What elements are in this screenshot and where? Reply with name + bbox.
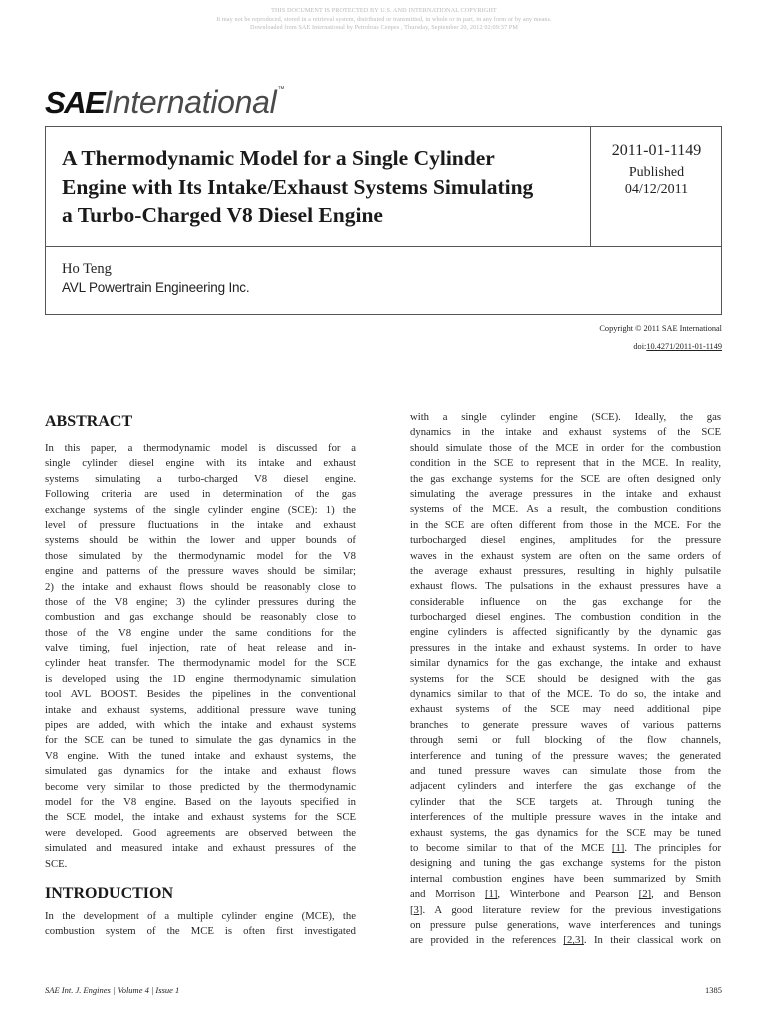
- text-fragment: . A good literature review for the previous investigations: [422, 903, 721, 916]
- text-line: is developed using the 1D engine thermodynamic simulation: [45, 672, 356, 685]
- text-line: branches to generate pressure waves of various patterns: [410, 718, 721, 731]
- copyright-text: Copyright © 2011 SAE International: [599, 324, 722, 333]
- text-fragment: are provided in the references: [410, 934, 564, 947]
- text-line: simulating the average pressures in the intake and exhaust: [410, 487, 721, 500]
- text-line: systems should be within the lower and upper bounds of: [45, 534, 356, 547]
- text-line: those simulated by the thermodynamic model for the V8: [45, 549, 356, 562]
- right-column: [410, 410, 721, 949]
- text-line: turbocharged diesel engines. The combustion condition in the: [410, 611, 721, 624]
- text-line: should simulate those of the MCE in order for the combustion: [410, 441, 721, 454]
- text-line: condition in the SCE to represent that in the MCE. In reality,: [410, 457, 721, 470]
- title-cell: [46, 127, 591, 247]
- text-fragment: to become similar to that of the MCE: [410, 841, 612, 854]
- text-line: internal combustion engines have been summarized by Smith: [410, 872, 721, 885]
- text-fragment: and Morrison: [410, 888, 485, 901]
- paper-id-cell: [591, 127, 722, 247]
- watermark-line: Downloaded from SAE International by Petrobras Cenpes , Thursday, September 20, 2012 02:09:37 PM: [250, 24, 518, 32]
- text-line: the SCE model, the intake and exhaust systems for the SCE: [45, 811, 356, 824]
- text-line: [410, 887, 721, 902]
- watermark-line: THIS DOCUMENT IS PROTECTED BY U.S. AND INTERNATIONAL COPYRIGHT: [271, 7, 497, 14]
- text-line: dynamics in the intake and exhaust systems of the SCE: [410, 426, 721, 439]
- text-line: those of the V8 engine under the same conditions for the: [45, 626, 356, 639]
- paper-header-box: [45, 126, 722, 315]
- journal-footer: SAE Int. J. Engines | Volume 4 | Issue 1: [45, 985, 180, 995]
- introduction-heading: INTRODUCTION: [45, 884, 174, 902]
- title-line: Engine with Its Intake/Exhaust Systems Simulating: [62, 174, 534, 199]
- doi-label: doi:: [633, 341, 647, 351]
- text-line: 2) the intake and exhaust flows should be reasonably close to: [45, 580, 356, 593]
- text-line: similar dynamics for the gas exchange, the intake and exhaust: [410, 657, 721, 670]
- text-line: [410, 903, 721, 918]
- text-line: were developed. Good agreements are observed between the: [45, 826, 356, 839]
- title-line: A Thermodynamic Model for a Single Cylinder: [62, 146, 495, 170]
- text-line: Following criteria are used in determination of the gas: [45, 488, 356, 501]
- text-fragment: . In their classical work on: [583, 934, 721, 947]
- logo-trademark: ™: [277, 86, 285, 93]
- author-name: Ho Teng: [62, 261, 112, 277]
- text-line: engine cylinders is affected significantly by the dynamic gas: [410, 626, 721, 639]
- right-column-body: [410, 410, 721, 841]
- text-fragment: , Winterbone and Pearson: [497, 888, 639, 901]
- text-line: systems of the MCE. As a result, the combustion conditions: [410, 503, 721, 516]
- copyright-block: [599, 320, 722, 355]
- text-line: level of pressure fluctuations in the intake and exhaust: [45, 518, 356, 531]
- text-line: adjacent cylinders and interfere the gas exchange of the: [410, 780, 721, 793]
- text-line: simulated gas dynamics for the intake and exhaust flows: [45, 765, 356, 778]
- doi-link[interactable]: 10.4271/2011-01-1149: [646, 341, 722, 351]
- sae-international-logo: [45, 82, 283, 124]
- text-line: SCE.: [45, 857, 68, 870]
- text-line: exhaust systems of the SCE may need additional pipe: [410, 703, 721, 716]
- text-line: [410, 933, 721, 948]
- text-line: cylinder that the SCE targets at. Through tuning the: [410, 795, 721, 808]
- text-line: waves in the exhaust system are often on the same orders of: [410, 549, 721, 562]
- text-line: In this paper, a thermodynamic model is discussed for a: [45, 442, 356, 454]
- text-line: considerable influence on the gas exchange for the: [410, 595, 721, 608]
- text-line: combustion and gas exchange should be reasonably close to: [45, 611, 356, 624]
- text-line: [410, 841, 721, 856]
- text-line: model for the V8 engine. Based on the layouts specified in: [45, 795, 356, 808]
- text-line: cylinder heat transfer. The thermodynamic model for the SCE: [45, 657, 356, 670]
- text-line: for the SCE can be tuned to simulate the gas dynamics in the: [45, 734, 356, 747]
- text-line: the gas exchange systems for the SCE are often designed only: [410, 472, 721, 485]
- text-line: through semi or full blocking of the flow channels,: [410, 734, 721, 747]
- text-line: exhaust flows. The pulsations in the exhaust pressures have a: [410, 580, 721, 593]
- logo-sae-text: SAE: [45, 85, 105, 120]
- published-label: Published: [628, 165, 685, 180]
- text-line: exhaust systems, the gas dynamics for the SCE may be tuned: [410, 826, 721, 839]
- citation-link[interactable]: [2,3]: [563, 934, 584, 947]
- citation-link[interactable]: [1]: [611, 841, 625, 854]
- citation-link[interactable]: [3]: [410, 903, 423, 916]
- copyright-watermark: [0, 7, 768, 33]
- text-fragment: , and Benson: [651, 888, 721, 901]
- text-line: systems for the SCE should be designed with the gas: [410, 672, 721, 685]
- text-line: pipes are added, with which the intake and exhaust systems: [45, 719, 356, 732]
- introduction-body: [45, 909, 356, 940]
- published-date: 04/12/2011: [624, 182, 689, 197]
- text-line: systems simulating a turbo-charged V8 diesel engine.: [45, 472, 356, 485]
- text-line: interference and tuning of the pressure waves; the generated: [410, 749, 721, 762]
- author-block: [62, 260, 249, 297]
- text-fragment: . The principles for: [624, 841, 721, 854]
- text-line: engine and patterns of the pressure waves should be similar;: [45, 565, 356, 578]
- text-line: and tuned pressure waves can simulate those from the: [410, 764, 721, 777]
- text-line: interferences of the multiple pressure waves in the intake and: [410, 811, 721, 824]
- text-line: dynamics similar to that of the MCE. To do so, the intake and: [410, 688, 721, 701]
- text-line: the average exhaust pressures, resulting in highly pulsatile: [410, 564, 721, 577]
- paper-id: 2011-01-1149: [611, 142, 702, 159]
- logo-international-text: International: [104, 84, 277, 120]
- text-line: turbocharged diesel engines, amplitudes for the pressure: [410, 534, 721, 547]
- text-line: simulated and measured intake and exhaust pressures of the: [45, 842, 356, 855]
- text-line: intake and exhaust systems, additional pressure wave tuning: [45, 703, 356, 716]
- abstract-heading: ABSTRACT: [45, 413, 133, 430]
- text-line: pressures in the intake and exhaust systems. In order to have: [410, 641, 721, 654]
- text-line: those of the V8 engine; 3) the cylinder pressures during the: [45, 595, 356, 608]
- doi-line: [599, 338, 722, 356]
- text-line: valve timing, fuel injection, rate of heat release and in-: [45, 642, 356, 655]
- paper-title: [62, 144, 577, 230]
- text-line: in the SCE are often different from those in the MCE. For the: [410, 518, 721, 531]
- title-line: a Turbo-Charged V8 Diesel Engine: [62, 203, 383, 228]
- left-column: [45, 412, 356, 940]
- author-affiliation: AVL Powertrain Engineering Inc.: [62, 280, 250, 295]
- abstract-body: [45, 441, 356, 872]
- text-line: combustion system of the MCE is often first investigated: [45, 925, 356, 938]
- text-line: become very similar to those predicted by the thermodynamic: [45, 780, 356, 793]
- text-line: In the development of a multiple cylinder engine (MCE), the: [45, 909, 356, 922]
- text-line: on pressure pulse generations, wave interferences and tunings: [410, 918, 721, 931]
- page-number: 1385: [705, 985, 722, 995]
- text-line: exchange systems of the single cylinder engine (SCE): 1) the: [45, 503, 356, 516]
- citation-link[interactable]: [2]: [638, 888, 652, 901]
- text-line: V8 engine. With the tuned intake and exhaust systems, the: [45, 749, 356, 762]
- text-line: with a single cylinder engine (SCE). Ideally, the gas: [410, 411, 721, 423]
- text-line: single cylinder diesel engine with its intake and exhaust: [45, 457, 356, 470]
- citation-link[interactable]: [1]: [484, 888, 498, 901]
- text-line: tool AVL BOOST. Besides the pipelines in the conventional: [45, 688, 356, 701]
- watermark-line: It may not be reproduced, stored in a retrieval system, distributed or transmitted, in whole or in part, in any form or by any means.: [216, 15, 552, 23]
- text-line: designing and tuning the gas exchange systems for the piston: [410, 857, 721, 870]
